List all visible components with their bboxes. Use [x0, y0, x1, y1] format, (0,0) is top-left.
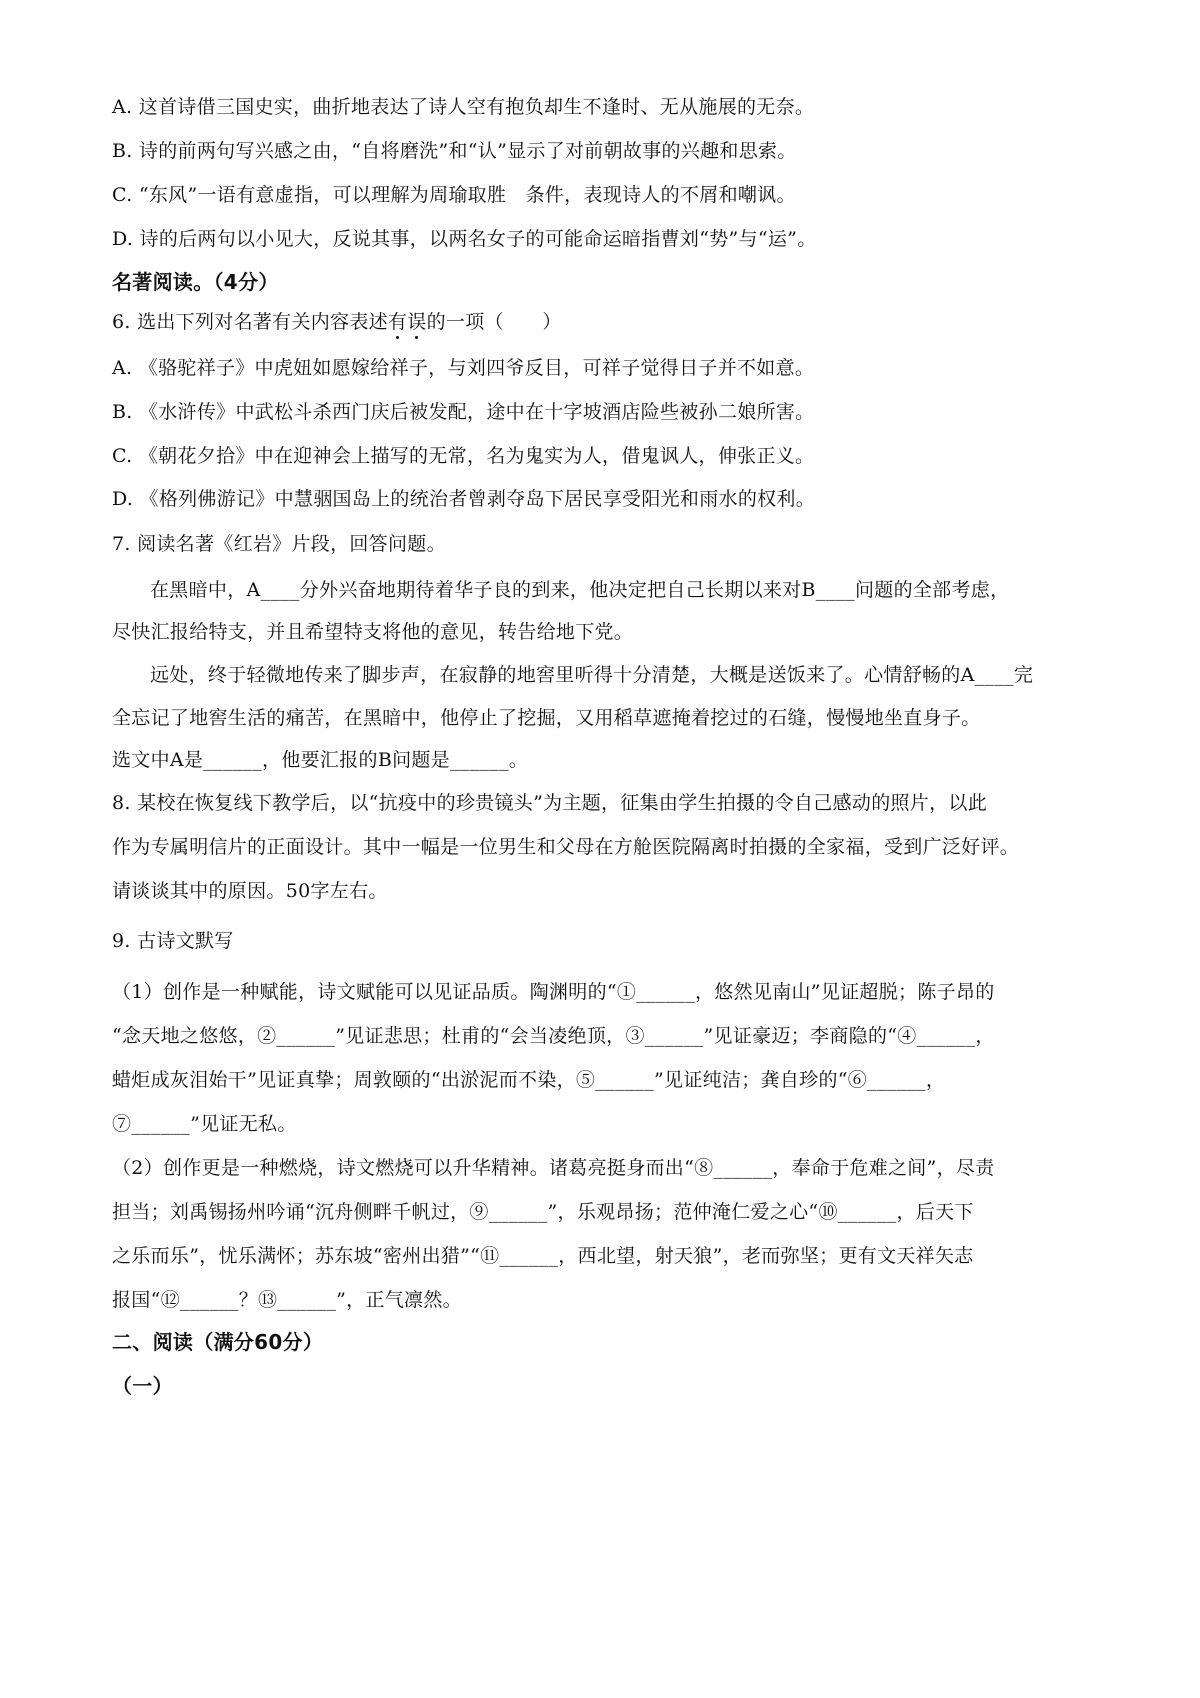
q7-question: 选文中A是______，他要汇报的B问题是______。	[112, 749, 529, 771]
section-heading-classics: 名著阅读。（4分）	[112, 270, 279, 294]
q6-stem	[112, 307, 1102, 337]
q9-part2-line2: 担当；刘禹锡扬州吟诵“沉舟侧畔千帆过，⑨______”，乐观昂扬；范仲淹仁爱之心“⑩______，后天下	[112, 1201, 974, 1223]
emphasis-dot-you: 有	[387, 311, 408, 333]
section-heading-reading: 二、阅读（满分60分）	[112, 1330, 324, 1354]
q6-option-c: C. 《朝花夕拾》中在迎神会上描写的无常，名为鬼实为人，借鬼讽人，伸张正义。	[112, 445, 815, 467]
q9-part1-line3: 蜡炬成灰泪始干”见证真挚；周敦颐的“出淤泥而不染，⑤______”见证纯洁；龚自珍的“⑥______，	[112, 1069, 946, 1091]
q9-part1-line1: （1）创作是一种赋能，诗文赋能可以见证品质。陶渊明的“①______，悠然见南山”见证超脱；陈子昂的	[112, 981, 995, 1003]
q7-passage-p1-line1: 在黑暗中，A____分外兴奋地期待着华子良的到来，他决定把自己长期以来对B____问题的全部考虑，	[150, 579, 1010, 601]
q5-option-a: A. 这首诗借三国史实，曲折地表达了诗人空有抱负却生不逢时、无从施展的无奈。	[112, 96, 815, 118]
q7-passage-p2-line1: 远处，终于轻微地传来了脚步声，在寂静的地窖里听得十分清楚，大概是送饭来了。心情舒畅的A____完	[150, 664, 1034, 686]
q6-option-a: A. 《骆驼祥子》中虎妞如愿嫁给祥子，与刘四爷反目，可祥子觉得日子并不如意。	[112, 357, 815, 379]
q7-passage-p2-line2: 全忘记了地窖生活的痛苦，在黑暗中，他停止了挖掘，又用稻草遮掩着挖过的石缝，慢慢地坐直身子。	[112, 707, 981, 729]
q8-line1: 8. 某校在恢复线下教学后，以“抗疫中的珍贵镜头”为主题，征集由学生拍摄的令自己感动的照片，以此	[112, 792, 987, 814]
q5-option-b: B. 诗的前两句写兴感之由，“自将磨洗”和“认”显示了对前朝故事的兴趣和思索。	[112, 140, 797, 162]
q9-part2-line4: 报国“⑫______？⑬______”，正气凛然。	[112, 1289, 462, 1311]
q9-part1-line2: “念天地之悠悠，②______”见证悲思；杜甫的“会当凌绝顶，③______”见证豪迈；李商隐的“④______，	[112, 1025, 995, 1047]
q6-option-b: B. 《水浒传》中武松斗杀西门庆后被发配，途中在十字坡酒店险些被孙二娘所害。	[112, 401, 815, 423]
q5-option-c: C. “东风”一语有意虚指，可以理解为周瑜取胜 条件，表现诗人的不屑和嘲讽。	[112, 184, 796, 206]
q6-option-d: D. 《格列佛游记》中慧骃国岛上的统治者曾剥夺岛下居民享受阳光和雨水的权利。	[112, 488, 816, 510]
emphasis-dot-wu: 误	[407, 311, 427, 333]
q9-part2-line1: （2）创作更是一种燃烧，诗文燃烧可以升华精神。诸葛亮挺身而出“⑧______，奉命于危难之间”，尽责	[112, 1157, 995, 1179]
q9-stem: 9. 古诗文默写	[112, 930, 234, 952]
q8-line3: 请谈谈其中的原因。50字左右。	[112, 880, 388, 902]
q9-part2-line3: 之乐而乐”，忧乐满怀；苏东坡“密州出猎”“⑪______，西北望，射天狼”，老而弥坚；更有文天祥矢志	[112, 1245, 974, 1267]
q5-option-d: D. 诗的后两句以小见大，反说其事，以两名女子的可能命运暗指曹刘“势”与“运”。	[112, 228, 817, 250]
q6-stem-before: 6. 选出下列对名著有关内容表述	[112, 311, 388, 333]
q7-stem: 7. 阅读名著《红岩》片段，回答问题。	[112, 533, 446, 555]
q6-stem-after: 的一项（ ）	[426, 311, 562, 333]
subsection-heading-1: （一）	[112, 1374, 173, 1398]
q7-passage-p1-line2: 尽快汇报给特支，并且希望特支将他的意见，转告给地下党。	[112, 621, 634, 643]
q9-part1-line4: ⑦______”见证无私。	[112, 1113, 297, 1135]
q8-line2: 作为专属明信片的正面设计。其中一幅是一位男生和父母在方舱医院隔离时拍摄的全家福，受到广泛好评。	[112, 836, 1020, 858]
